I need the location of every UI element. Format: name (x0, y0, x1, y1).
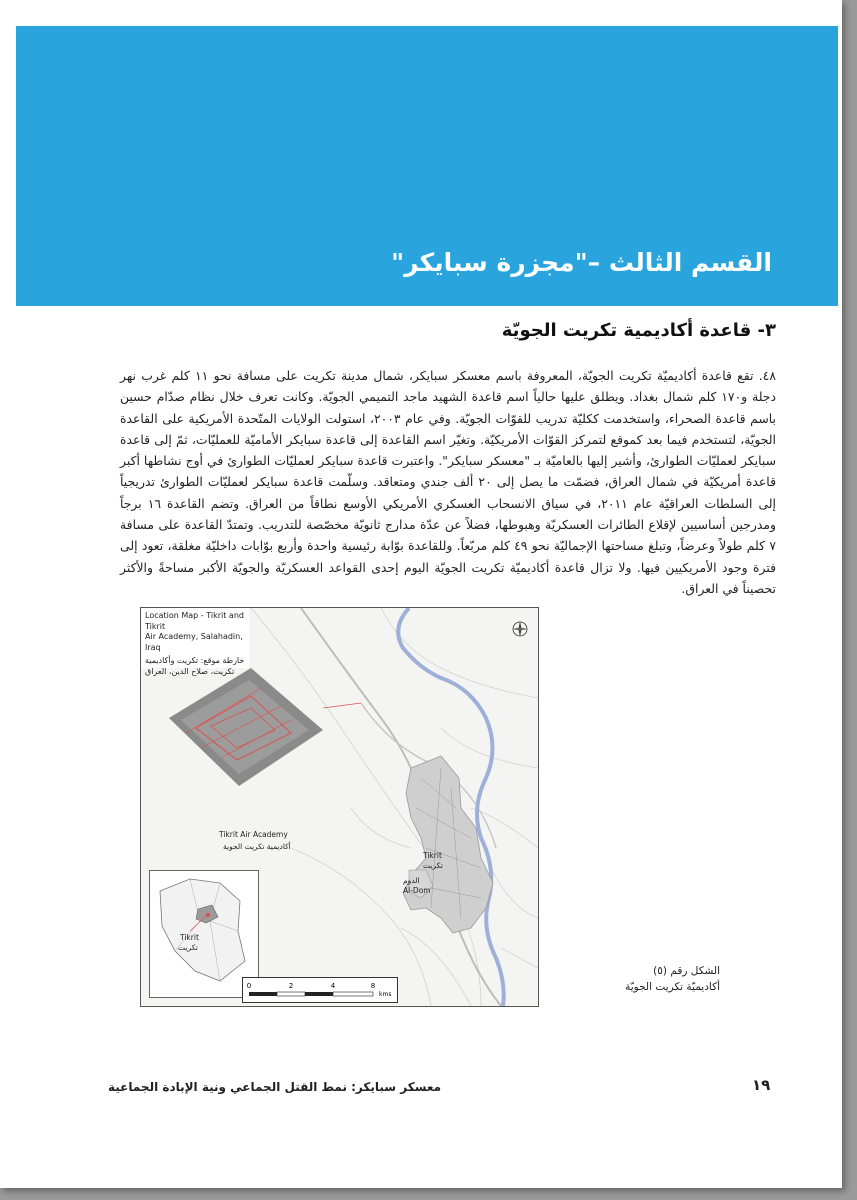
map-title-ar-1: خارطة موقع: تكريت وأكاديمية (145, 656, 245, 665)
figure-caption-number: الشكل رقم (٥) (653, 965, 720, 977)
inset-tikrit-en: Tikrit (180, 933, 199, 942)
scale-tick-0: 0 (246, 982, 252, 990)
air-academy-satellite (169, 668, 361, 786)
scale-tick-2: 4 (330, 982, 336, 990)
tikrit-city-area (403, 756, 493, 933)
banner-title: القسم الثالث –"مجزرة سبايكر" (391, 248, 772, 277)
map-title-box (141, 608, 249, 676)
page-number: ١٩ (752, 1076, 771, 1094)
iraq-outline (150, 871, 256, 995)
academy-label-ar: أكاديمية تكريت الجوية (223, 842, 291, 851)
figure-caption-title: أكاديميّة تكريت الجويّة (625, 981, 720, 993)
tikrit-label-en: Tikrit (423, 851, 442, 860)
section-heading: ٣- قاعدة أكاديمية تكريت الجويّة (501, 320, 776, 341)
minor-roads (251, 608, 538, 1006)
body-paragraph: ٤٨. تقع قاعدة أكاديميّة تكريت الجويّة، المعروفة باسم معسكر سبايكر، شمال مدينة تكريت على مسافة نحو ١١ كلم غرب نهر دجلة و١٧٠ كلم شمال بغداد. ويطلق عليها حالياً اسم قاعدة الشهيد ماجد التميمي الجويّة. وكانت تعرف خلال نظام صدّام حسين باسم قاعدة الصحراء، واستخدمت ككليّة تدريب للقوّات الجويّة. وفي عام ٢٠٠٣، استولت الولايات المتّحدة الأمريكية على القاعدة الجويّة، لتستخدم فيما بعد كموقع لتمركز القوّات الأمريكيّة. وتغيّر اسم القاعدة إلى قاعدة سبايكر الأماميّة للعمليّات، ثمّ إلى قاعدة سبايكر لعمليّات الطوارئ، وأشير إليها بالعاميّة بـ "معسكر سبايكر". واعتبرت قاعدة سبايكر لعمليّات الطوارئ في أوج نشاطها أكبر قاعدة أمريكيّة في شمال العراق، فضمّت ما يصل إلى ٢٠ ألف جندي ومتعاقد. وسلّمت قاعدة سبايكر لعمليّات الطوارئ تدريجياً إلى السلطات العراقيّة عام ٢٠١١، في سياق الانسحاب العسكري الأمريكي الأوسع نطاقاً من العراق. وتضم القاعدة ١٦ برجاً ومدرجين أساسيين لإقلاع الطائرات العسكريّة وهبوطها، فضلاً عن عدّة مدارج ثانويّة مخصّصة للتدريب. وتمتدّ القاعدة على مسافة ٧ كلم طولاً وعرضاً، وتبلغ مساحتها الإجماليّة نحو ٤٩ كلم مربّعاً. وللقاعدة بوّابة رئيسية واحدة وأربع بوّابات داخليّة مغلقة، تعود إلى فترة وجود الأمريكيين فيها. ولا تزال قاعدة أكاديميّة تكريت الجويّة اليوم إحدى القواعد العسكريّة والجويّة الأكبر مساحةً والأكثر تحصيناً في العراق. (120, 368, 776, 596)
map-title-en-1: Location Map - Tikrit and Tikrit (145, 611, 244, 631)
scale-tick-3: 8 (370, 982, 376, 990)
section-banner (16, 26, 838, 306)
main-road (301, 608, 501, 1006)
footer-title: معسكر سبايكر: نمط القتل الجماعي ونية الإبادة الجماعية (108, 1080, 442, 1094)
inset-tikrit-ar: تكريت (178, 943, 198, 952)
tikrit-label-ar: تكريت (423, 861, 443, 870)
dour-label-en: Al-Dom (403, 886, 431, 895)
map-title-ar-2: تكريت، صلاح الدين، العراق (145, 666, 235, 676)
academy-label-en: Tikrit Air Academy (219, 830, 288, 839)
figure-caption (600, 963, 720, 995)
scale-bar-graphic (243, 978, 397, 1002)
location-map (140, 607, 539, 1007)
map-scale-bar (242, 977, 398, 1003)
compass-rose-icon (511, 620, 529, 638)
scale-unit: kms (379, 991, 392, 998)
map-title-en-2: Air Academy, Salahadin, Iraq (145, 632, 243, 652)
dour-label-ar: الدوم (403, 876, 420, 885)
scale-tick-1: 2 (288, 982, 294, 990)
